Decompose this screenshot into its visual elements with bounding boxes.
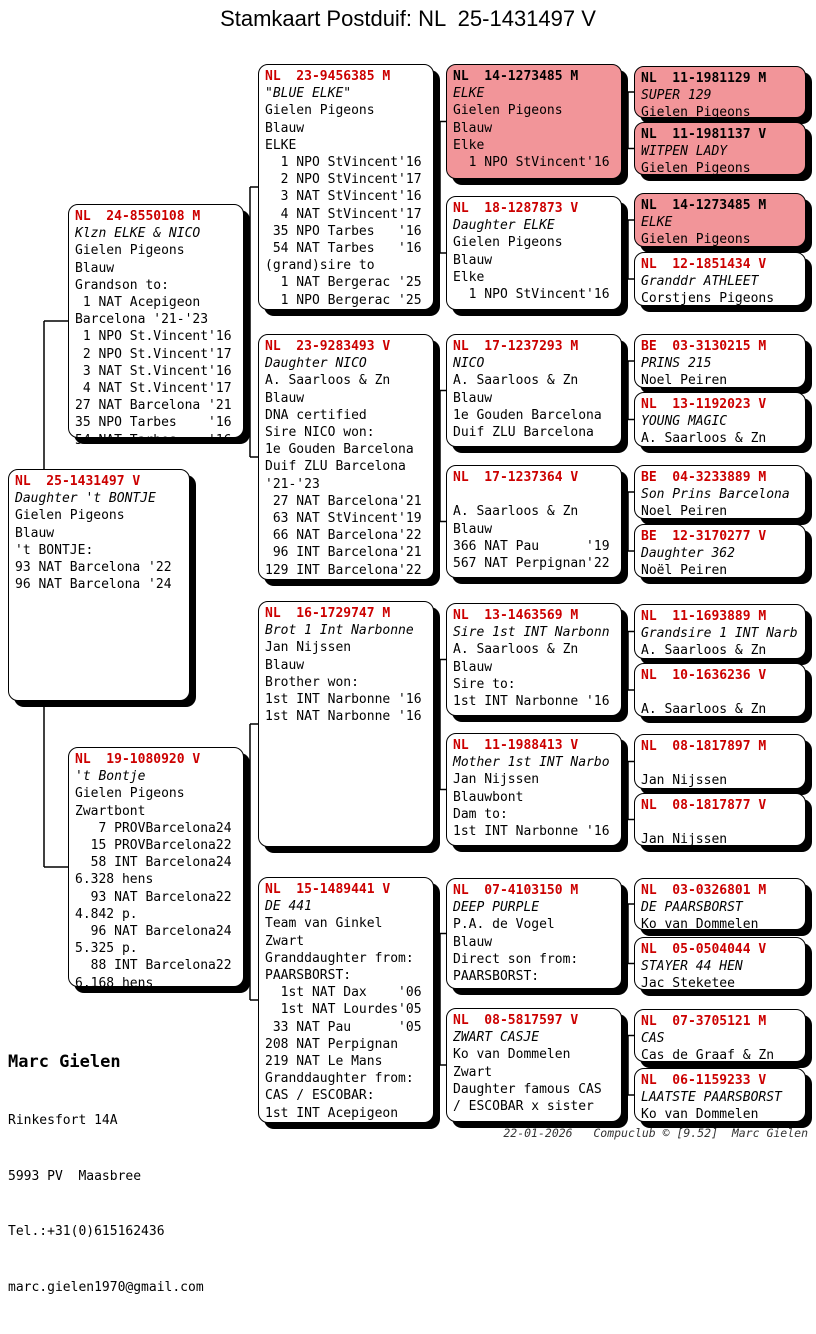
info-line: Jan Nijssen <box>641 773 728 789</box>
ring-number: NL 07-4103150 M <box>453 883 579 898</box>
pigeon-name <box>641 755 799 772</box>
info-line: Ko van Dommelen <box>453 1047 571 1063</box>
pedigree-box-g5p9 <box>634 604 806 659</box>
info-line: 1 NPO StVincent'16 <box>265 155 422 171</box>
pedigree-box-g4b1 <box>446 334 622 447</box>
info-line: 1 NAT Acepigeon <box>75 295 201 311</box>
pedigree-box-g4a1 <box>446 64 622 179</box>
info-line: Jac Steketee <box>641 976 735 992</box>
info-line: 2 NPO St.Vincent'17 <box>75 346 232 362</box>
pedigree-box-g5p5 <box>634 334 806 388</box>
info-line: Gielen Pigeons <box>75 243 185 259</box>
info-line: P.A. de Vogel <box>453 917 555 933</box>
info-line: Gielen Pigeons <box>75 786 185 802</box>
pedigree-box-g5p13 <box>634 878 806 933</box>
info-line: Blauw <box>75 260 115 276</box>
info-line: Jan Nijssen <box>453 772 540 788</box>
ring-number: BE 12-3170277 V <box>641 529 767 544</box>
info-line: Sire NICO won: <box>265 425 375 441</box>
info-line: PAARSBORST: <box>265 968 352 984</box>
info-line: Blauw <box>265 390 305 406</box>
info-line: 208 NAT Perpignan <box>265 1036 399 1052</box>
info-line: Gielen Pigeons <box>641 161 751 177</box>
ring-number: NL 10-1636236 V <box>641 668 767 683</box>
ring-number: NL 14-1273485 M <box>641 198 767 213</box>
contact-address-line: Rinkesfort 14A <box>8 1113 118 1128</box>
info-line: Duif ZLU Barcelona <box>453 425 594 441</box>
ring-number: NL 19-1080920 V <box>75 752 201 767</box>
info-line: A. Saarloos & Zn <box>453 504 579 520</box>
pedigree-box-g5p15 <box>634 1009 806 1062</box>
info-line: Blauw <box>265 657 305 673</box>
ring-number: NL 05-0504044 V <box>641 942 767 957</box>
contact-phone: Tel.:+31(0)615162436 <box>8 1224 165 1239</box>
page-title: Stamkaart Postduif: NL 25-1431497 V <box>220 6 596 31</box>
info-line: CAS / ESCOBAR: <box>265 1088 375 1104</box>
pigeon-name <box>641 684 799 701</box>
info-line: 2 NPO StVincent'17 <box>265 172 422 188</box>
info-line: 27 NAT Barcelona'21 <box>265 493 422 509</box>
ring-number: NL 13-1463569 M <box>453 608 579 623</box>
info-line: 1 NPO StVincent'16 <box>453 287 610 303</box>
pigeon-name: Klzn ELKE & NICO <box>75 226 201 242</box>
info-line: Granddaughter from: <box>265 950 414 966</box>
info-line: 't BONTJE: <box>15 542 94 558</box>
info-line: (grand)sire to <box>265 258 375 274</box>
pigeon-name: Brot 1 Int Narbonne <box>265 623 414 639</box>
info-line: Grandson to: <box>75 277 169 293</box>
info-line: 1 NAT Bergerac '25 <box>265 275 422 291</box>
pigeon-name: Daughter 't BONTJE <box>15 491 156 507</box>
pedigree-box-g3a <box>258 64 434 310</box>
contact-email: marc.gielen1970@gmail.com <box>8 1279 204 1295</box>
pedigree-box-g5p11 <box>634 734 806 789</box>
info-line: 219 NAT Le Mans <box>265 1054 383 1070</box>
pedigree-box-g5p14 <box>634 937 806 990</box>
pigeon-name: LAATSTE PAARSBORST <box>641 1090 782 1106</box>
ring-number: NL 08-1817897 M <box>641 739 767 754</box>
info-line: Blauw <box>453 521 493 537</box>
info-line: 15 PROVBarcelona22 <box>75 838 232 854</box>
info-line: 6.168 hens <box>75 975 154 991</box>
info-line: 7 PROVBarcelona24 <box>75 820 232 836</box>
info-line: 129 INT Barcelona'22 <box>265 562 422 578</box>
pedigree-box-g4d1 <box>446 878 622 989</box>
info-line: 3 NAT StVincent'16 <box>265 189 422 205</box>
info-line: Blauw <box>265 120 305 136</box>
pedigree-box-sire <box>68 204 244 448</box>
info-line: Blauw <box>453 252 493 268</box>
ring-number: BE 04-3233889 M <box>641 470 767 485</box>
info-line: 1st INT Narbonne '16 <box>265 692 422 708</box>
pigeon-name: Daughter ELKE <box>453 218 555 234</box>
info-line: 66 NAT Barcelona'22 <box>265 528 422 544</box>
pedigree-box-g4c1 <box>446 603 622 716</box>
ring-number: NL 15-1489441 V <box>265 882 391 897</box>
ring-number: NL 23-9456385 M <box>265 69 391 84</box>
ring-number: NL 03-0326801 M <box>641 883 767 898</box>
info-line: Sire to: <box>453 676 516 692</box>
pedigree-box-g4b2 <box>446 465 622 578</box>
info-line: 567 NAT Perpignan'22 <box>453 556 610 571</box>
info-line: 1st NAT Dax '06 <box>265 985 422 1001</box>
ring-number: NL 25-1431497 V <box>15 474 141 489</box>
contact-address-line: 5993 PV Maasbree <box>8 1168 142 1184</box>
info-line: 35 NPO Tarbes '16 <box>265 223 422 239</box>
info-line: Gielen Pigeons <box>265 103 375 119</box>
info-line: Ko van Dommelen <box>641 1107 759 1123</box>
contact-name: Marc Gielen <box>8 1052 121 1072</box>
pigeon-name: ELKE <box>453 86 485 102</box>
info-line: Jan Nijssen <box>641 832 728 848</box>
info-line: Zwart <box>453 1064 493 1080</box>
pedigree-box-g4d2 <box>446 1008 622 1122</box>
pigeon-name: Grandsire 1 INT Narb <box>641 626 798 642</box>
pigeon-name: ELKE <box>641 215 673 231</box>
ring-number: NL 17-1237364 V <box>453 470 579 485</box>
pigeon-name <box>641 814 799 831</box>
pedigree-box-g5p12 <box>634 793 806 846</box>
pedigree-box-g5p4 <box>634 252 806 306</box>
info-line: Noel Peiren <box>641 504 728 520</box>
info-line: 88 INT Barcelona22 <box>75 958 232 974</box>
pedigree-box-g5p8 <box>634 524 806 578</box>
info-line: Gielen Pigeons <box>453 103 563 119</box>
info-line: 1e Gouden Barcelona <box>453 407 602 423</box>
pedigree-box-g4a2 <box>446 196 622 310</box>
info-line: Blauw <box>453 120 493 136</box>
info-line: Zwartbont <box>75 803 146 819</box>
info-line: A. Saarloos & Zn <box>265 373 391 389</box>
info-line: '21-'23 <box>265 476 320 492</box>
pedigree-box-g4c2 <box>446 733 622 846</box>
info-line: Gielen Pigeons <box>15 508 125 524</box>
info-line: 1st INT Acepigeon <box>265 1105 399 1121</box>
pedigree-box-g5p7 <box>634 465 806 519</box>
info-line: Barcelona '21-'23 <box>75 312 209 328</box>
info-line: 58 INT Barcelona24 <box>75 855 232 871</box>
info-line: ELKE <box>265 137 297 153</box>
pigeon-name: 't Bontje <box>75 769 146 785</box>
info-line: 96 NAT Barcelona24 <box>75 924 232 940</box>
info-line: Team van Ginkel <box>265 916 383 932</box>
ring-number: NL 14-1273485 M <box>453 69 579 84</box>
info-line: 4 NAT St.Vincent'17 <box>75 381 232 397</box>
info-line: PAARSBORST: <box>453 969 540 985</box>
info-line: Brother won: <box>265 674 359 690</box>
info-line: Blauwbont <box>453 789 524 805</box>
pedigree-box-g5p1 <box>634 66 806 121</box>
info-line: 1st NAT Lourdes'05 <box>265 1002 422 1018</box>
info-line: Blauw <box>453 934 493 950</box>
info-line: 1 NPO Bergerac '25 <box>265 292 422 308</box>
info-line: Elke <box>453 269 485 285</box>
info-line: 35 NPO Tarbes '16 <box>75 415 232 431</box>
info-line: 3 NAT St.Vincent'16 <box>75 363 232 379</box>
info-line: Gielen Pigeons <box>641 105 751 121</box>
info-line: 1st INT Narbonne '16 <box>453 694 610 710</box>
info-line: 4 NAT StVincent'17 <box>265 206 422 222</box>
ring-number: NL 24-8550108 M <box>75 209 201 224</box>
pigeon-name: Daughter NICO <box>265 356 367 372</box>
pigeon-name: "BLUE ELKE" <box>265 86 352 102</box>
info-line: Daughter famous CAS <box>453 1081 602 1097</box>
pedigree-box-dam <box>68 747 244 991</box>
pigeon-name: CAS <box>641 1031 665 1047</box>
info-line: 63 NAT StVincent'19 <box>265 511 422 527</box>
info-line: Zwart <box>265 933 305 949</box>
ring-number: NL 17-1237293 M <box>453 339 579 354</box>
info-line: 1st NAT Narbonne '16 <box>265 709 422 725</box>
info-line: 93 NAT Barcelona22 <box>75 889 232 905</box>
ring-number: NL 07-3705121 M <box>641 1014 767 1029</box>
info-line: Jan Nijssen <box>265 640 352 656</box>
pedigree-box-g5p2 <box>634 122 806 175</box>
info-line: Duif ZLU Barcelona <box>265 459 406 475</box>
pigeon-name: WITPEN LADY <box>641 144 728 160</box>
pedigree-box-g3d <box>258 877 434 1123</box>
info-line: A. Saarloos & Zn <box>641 643 767 659</box>
ring-number: NL 16-1729747 M <box>265 606 391 621</box>
info-line: 366 NAT Pau '19 <box>453 538 610 554</box>
info-line: A. Saarloos & Zn <box>453 373 579 389</box>
ring-number: NL 08-5817597 V <box>453 1013 579 1028</box>
info-line: 1e Gouden Barcelona <box>265 442 414 458</box>
ring-number: BE 03-3130215 M <box>641 339 767 354</box>
info-line: Cas de Graaf & Zn <box>641 1048 775 1064</box>
info-line: Blauw <box>453 390 493 406</box>
pigeon-name: Sire 1st INT Narbonn <box>453 625 610 641</box>
pedigree-box-g5p10 <box>634 663 806 717</box>
info-line: Noel Peiren <box>641 373 728 389</box>
pigeon-name: DE PAARSBORST <box>641 900 743 916</box>
footer-credit: 22-01-2026 Compuclub © [9.52] Marc Gielen <box>503 1126 808 1140</box>
pigeon-name: DE 441 <box>265 899 312 915</box>
info-line: Elke <box>453 137 485 153</box>
pigeon-name: NICO <box>453 356 485 372</box>
contact-block <box>8 1012 204 1334</box>
info-line: Granddaughter from: <box>265 1071 414 1087</box>
info-line: Gielen Pigeons <box>453 235 563 251</box>
pedigree-box-subject <box>8 469 190 701</box>
info-line: 4.842 p. <box>75 906 138 922</box>
info-line: Direct son from: <box>453 951 579 967</box>
info-line: 96 INT Barcelona'21 <box>265 545 422 561</box>
pigeon-name: SUPER 129 <box>641 88 712 104</box>
pigeon-name <box>453 486 615 503</box>
pigeon-name: Mother 1st INT Narbo <box>453 755 610 771</box>
pedigree-box-g5p16 <box>634 1068 806 1122</box>
ring-number: NL 11-1988413 V <box>453 738 579 753</box>
info-line: Dam to: <box>453 806 508 822</box>
ring-number: NL 12-1851434 V <box>641 257 767 272</box>
ring-number: NL 23-9283493 V <box>265 339 391 354</box>
info-line: 54 NAT Tarbes '16 <box>265 241 422 257</box>
info-line: Noël Peiren <box>641 563 728 579</box>
info-line: 6.328 hens <box>75 872 154 888</box>
pigeon-name: Son Prins Barcelona <box>641 487 790 503</box>
info-line: A. Saarloos & Zn <box>641 702 767 718</box>
info-line: 1 NPO St.Vincent'16 <box>75 329 232 345</box>
pedigree-box-g5p3 <box>634 193 806 247</box>
info-line: A. Saarloos & Zn <box>641 431 767 447</box>
info-line: 27 NAT Barcelona '21 <box>75 398 232 414</box>
pigeon-name: Granddr ATHLEET <box>641 274 759 290</box>
info-line: / ESCOBAR x sister <box>453 1099 594 1115</box>
info-line: Blauw <box>453 659 493 675</box>
info-line: Corstjens Pigeons <box>641 291 775 307</box>
info-line: 54 NAT Tarbes '16 <box>75 432 232 448</box>
info-line: Ko van Dommelen <box>641 917 759 933</box>
ring-number: NL 11-1981129 M <box>641 71 767 86</box>
info-line: DNA certified <box>265 407 367 423</box>
pigeon-name: PRINS 215 <box>641 356 712 372</box>
ring-number: NL 11-1693889 M <box>641 609 767 624</box>
pedigree-box-g3b <box>258 334 434 580</box>
ring-number: NL 06-1159233 V <box>641 1073 767 1088</box>
pigeon-name: DEEP PURPLE <box>453 900 540 916</box>
info-line: Gielen Pigeons <box>641 232 751 248</box>
pedigree-box-g5p6 <box>634 392 806 447</box>
ring-number: NL 11-1981137 V <box>641 127 767 142</box>
ring-number: NL 18-1287873 V <box>453 201 579 216</box>
pigeon-name: STAYER 44 HEN <box>641 959 743 975</box>
info-line: 1st INT Narbonne '16 <box>453 824 610 840</box>
pedigree-box-g3c <box>258 601 434 847</box>
pigeon-name: ZWART CASJE <box>453 1030 540 1046</box>
info-line: 1 NPO StVincent'16 <box>453 155 610 171</box>
info-line: 5.325 p. <box>75 941 138 957</box>
info-line: 33 NAT Pau '05 <box>265 1019 422 1035</box>
ring-number: NL 08-1817877 V <box>641 798 767 813</box>
info-line: 93 NAT Barcelona '22 <box>15 560 172 576</box>
info-line: Blauw <box>15 525 55 541</box>
ring-number: NL 13-1192023 V <box>641 397 767 412</box>
info-line: A. Saarloos & Zn <box>453 642 579 658</box>
info-line: 96 NAT Barcelona '24 <box>15 577 172 593</box>
pigeon-name: YOUNG MAGIC <box>641 414 728 430</box>
pigeon-name: Daughter 362 <box>641 546 735 562</box>
